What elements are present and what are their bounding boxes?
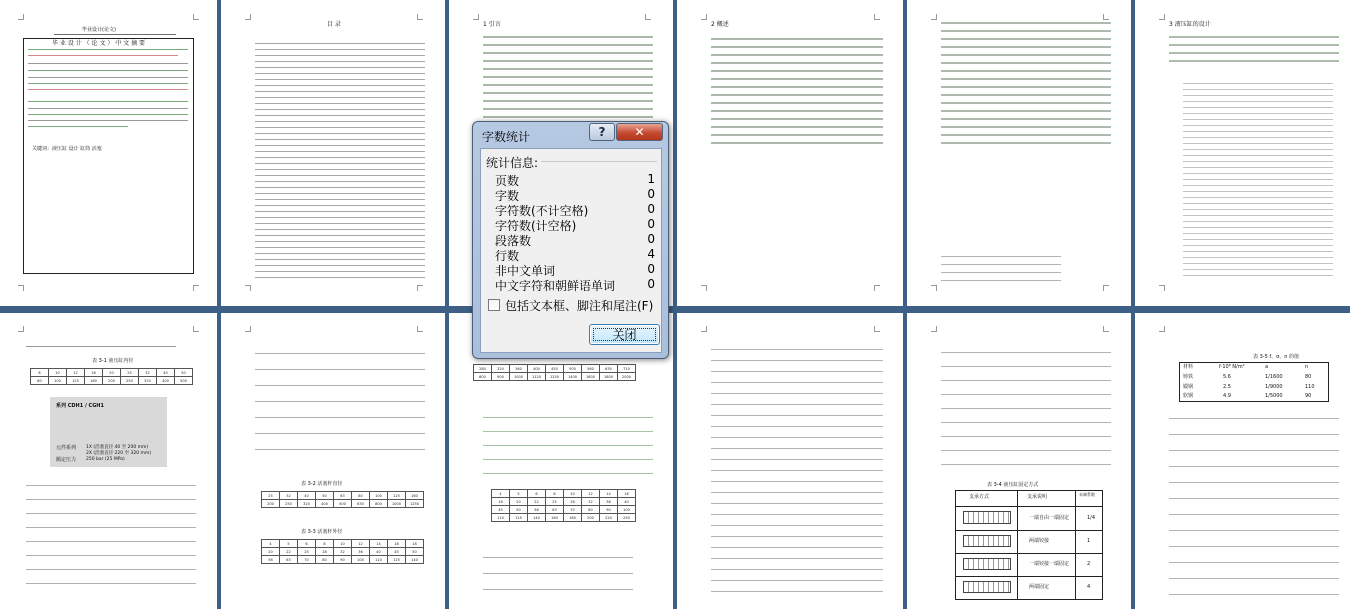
- stat-label: 页数: [495, 174, 520, 188]
- doc-page-4: [677, 0, 903, 306]
- stat-value: 0: [647, 202, 655, 216]
- intro-body-lines: [483, 32, 653, 122]
- mat-r3-a: 1/9000: [1265, 384, 1283, 390]
- mount-sketch-3: [963, 558, 1011, 570]
- page-header-text: 毕业设计(论文): [82, 27, 116, 33]
- rod-table-2: 4 5 6 8 10 12 14 16 18 20 22 25 28 32 36 40 45 50 56 63 70 80 90 100 110 125 140: [261, 539, 424, 564]
- mat-r1-f: f·10⁸ N/m²: [1219, 364, 1245, 370]
- intro-heading: 1 引言: [483, 21, 501, 28]
- stat-row-paragraphs: [495, 232, 655, 247]
- mount-row-1-coef: 1/4: [1087, 515, 1096, 521]
- mount-row-3-coef: 2: [1087, 561, 1091, 567]
- stat-row-lines: [495, 247, 655, 262]
- page10-body-lines: [711, 343, 883, 593]
- stat-value: 0: [647, 232, 655, 246]
- stat-row-chars-no-spaces: [495, 202, 655, 217]
- page5-tail-lines: [941, 252, 1061, 282]
- mat-r1-name: 材料: [1183, 364, 1194, 370]
- mat-r2-n: 80: [1305, 374, 1312, 380]
- page9-table-bottom: 4 5 6 8 10 12 14 16 18 20 22 25 28 32 36 40 45 50 56 63 70 80 90 100 110 125 140 160 180 200 220 250: [491, 489, 636, 522]
- stat-label: 非中文单词: [495, 264, 556, 278]
- overview-heading: 2 概述: [711, 21, 729, 28]
- mount-row-2-desc: 两端铰接: [1029, 538, 1050, 544]
- stat-row-non-cjk-words: [495, 262, 655, 277]
- spec-value-2: 2X (活塞直径 220 至 320 mm): [86, 451, 152, 456]
- keywords-text: 关键词：液压缸 设计 缸筒 活塞: [32, 146, 102, 152]
- spec-label-2: 额定压力: [56, 457, 77, 463]
- stat-value: 0: [647, 217, 655, 231]
- mount-row-4-coef: 4: [1087, 584, 1091, 590]
- design-body-lines: [1169, 32, 1339, 62]
- stat-row-pages: [495, 172, 655, 187]
- order-code-diagram: [1183, 78, 1333, 278]
- stat-row-cjk-chars: [495, 277, 655, 292]
- page12-body-lines: [1169, 409, 1339, 599]
- page9-table-top: 280 320 360 400 450 500 560 630 710 800 900 1000 1120 1250 1400 1600 1800 2000: [473, 364, 636, 381]
- table-3-3-title: 表 3-3 活塞杆外径: [301, 529, 343, 535]
- mount-row-4-desc: 两端固定: [1029, 584, 1050, 590]
- mat-r2-a: 1/1600: [1265, 374, 1283, 380]
- table-3-1-title: 表 3-1 液压缸内径: [92, 358, 134, 364]
- dialog-body: [480, 148, 662, 353]
- design-heading: 3 液压缸的设计: [1169, 21, 1211, 28]
- spec-series: 系列 CDH1 / CGH1: [56, 403, 104, 409]
- stat-row-words: [495, 187, 655, 202]
- bore-table: 8 10 12 16 20 25 32 40 50 80 100 125 160 200 250 320 400 500: [30, 368, 193, 385]
- mount-row-2-coef: 1: [1087, 538, 1091, 544]
- page7-body-lines: [26, 477, 196, 597]
- spec-label-1: 元件系列: [56, 445, 77, 451]
- page8-body-lines: [255, 343, 425, 463]
- include-textboxes-checkbox[interactable]: [488, 299, 500, 311]
- stat-value: 0: [647, 187, 655, 201]
- help-button[interactable]: ?: [589, 123, 615, 141]
- stat-label: 字符数(不计空格): [495, 204, 589, 218]
- mount-col-2: 支承说明: [1027, 494, 1048, 500]
- abstract-frame: [23, 38, 194, 274]
- include-textboxes-option[interactable]: [486, 297, 658, 313]
- table-3-5-title: 表 3-5 f、σ、n 的值: [1253, 354, 1300, 360]
- toc-lines: [255, 40, 425, 280]
- mount-row-3-desc: 一端铰接一端固定: [1029, 561, 1070, 567]
- include-textboxes-label[interactable]: 包括文本框、脚注和尾注(F): [505, 299, 654, 313]
- mount-sketch-2: [963, 535, 1011, 547]
- mat-r2-f: 5.6: [1223, 374, 1231, 380]
- mat-r2-name: 铸铁: [1183, 374, 1194, 380]
- stat-row-chars-with-spaces: [495, 217, 655, 232]
- overview-body-lines: [711, 34, 883, 146]
- toc-title: 目 录: [327, 21, 341, 28]
- page9-body-lines: [483, 409, 653, 479]
- mount-col-3: 末端系数: [1079, 492, 1095, 497]
- close-dialog-button[interactable]: [589, 324, 660, 345]
- word-count-dialog[interactable]: [472, 121, 669, 359]
- mount-row-1-desc: 一端自由一端固定: [1029, 515, 1070, 521]
- page5-body-lines: [941, 18, 1111, 148]
- stat-label: 行数: [495, 249, 520, 263]
- spec-value-3: 250 bar (25 MPa): [86, 457, 125, 462]
- doc-page-6: [1135, 0, 1350, 306]
- mat-r4-a: 1/5000: [1265, 393, 1283, 399]
- dialog-title: 字数统计: [482, 130, 531, 144]
- mat-r4-f: 4.9: [1223, 393, 1231, 399]
- mat-r1-n: n: [1305, 364, 1309, 370]
- rod-table-1: 25 32 40 50 63 80 100 125 160 200 250 320 400 500 630 800 1000 1250: [261, 491, 424, 508]
- abstract-title: 毕 业 设 计 （ 论 文 ） 中 文 摘 要: [52, 40, 145, 47]
- stat-value: 4: [647, 247, 655, 261]
- mat-r3-name: 锻钢: [1183, 384, 1194, 390]
- section-divider: [541, 161, 657, 162]
- doc-page-10: [677, 313, 903, 609]
- page11-body-lines: [941, 343, 1111, 473]
- close-icon[interactable]: ✕: [616, 123, 663, 141]
- doc-page-8: [221, 313, 445, 609]
- mat-r4-n: 90: [1305, 393, 1312, 399]
- mount-sketch-1: [963, 511, 1011, 524]
- doc-page-5: [907, 0, 1131, 306]
- stat-value: 0: [647, 262, 655, 276]
- focus-ring: [593, 328, 656, 341]
- close-dialog-label: 关闭: [612, 328, 637, 342]
- stat-label: 字符数(计空格): [495, 219, 577, 233]
- doc-page-1: [0, 0, 217, 306]
- stat-value: 1: [647, 172, 655, 186]
- mat-r3-n: 110: [1305, 384, 1315, 390]
- stat-label: 中文字符和朝鲜语单词: [495, 279, 616, 293]
- stat-value: 0: [647, 277, 655, 291]
- stats-section-header: 统计信息:: [486, 156, 539, 170]
- stat-label: 段落数: [495, 234, 532, 248]
- doc-page-12: [1135, 313, 1350, 609]
- doc-page-11: [907, 313, 1131, 609]
- doc-page-7: [0, 313, 217, 609]
- mat-r4-name: 软钢: [1183, 393, 1194, 399]
- spec-value-1: 1X (活塞直径 40 至 200 mm): [86, 445, 149, 450]
- page9-tail-lines: [483, 547, 633, 597]
- mount-sketch-4: [963, 581, 1011, 593]
- table-3-4-title: 表 3-4 液压缸固定方式: [987, 482, 1039, 488]
- doc-page-2: [221, 0, 445, 306]
- mat-r3-f: 2.5: [1223, 384, 1231, 390]
- stat-label: 字数: [495, 189, 520, 203]
- mount-col-1: 支承方式: [969, 494, 990, 500]
- table-3-2-title: 表 3-2 活塞杆直径: [301, 481, 343, 487]
- mat-r1-a: a: [1265, 364, 1269, 370]
